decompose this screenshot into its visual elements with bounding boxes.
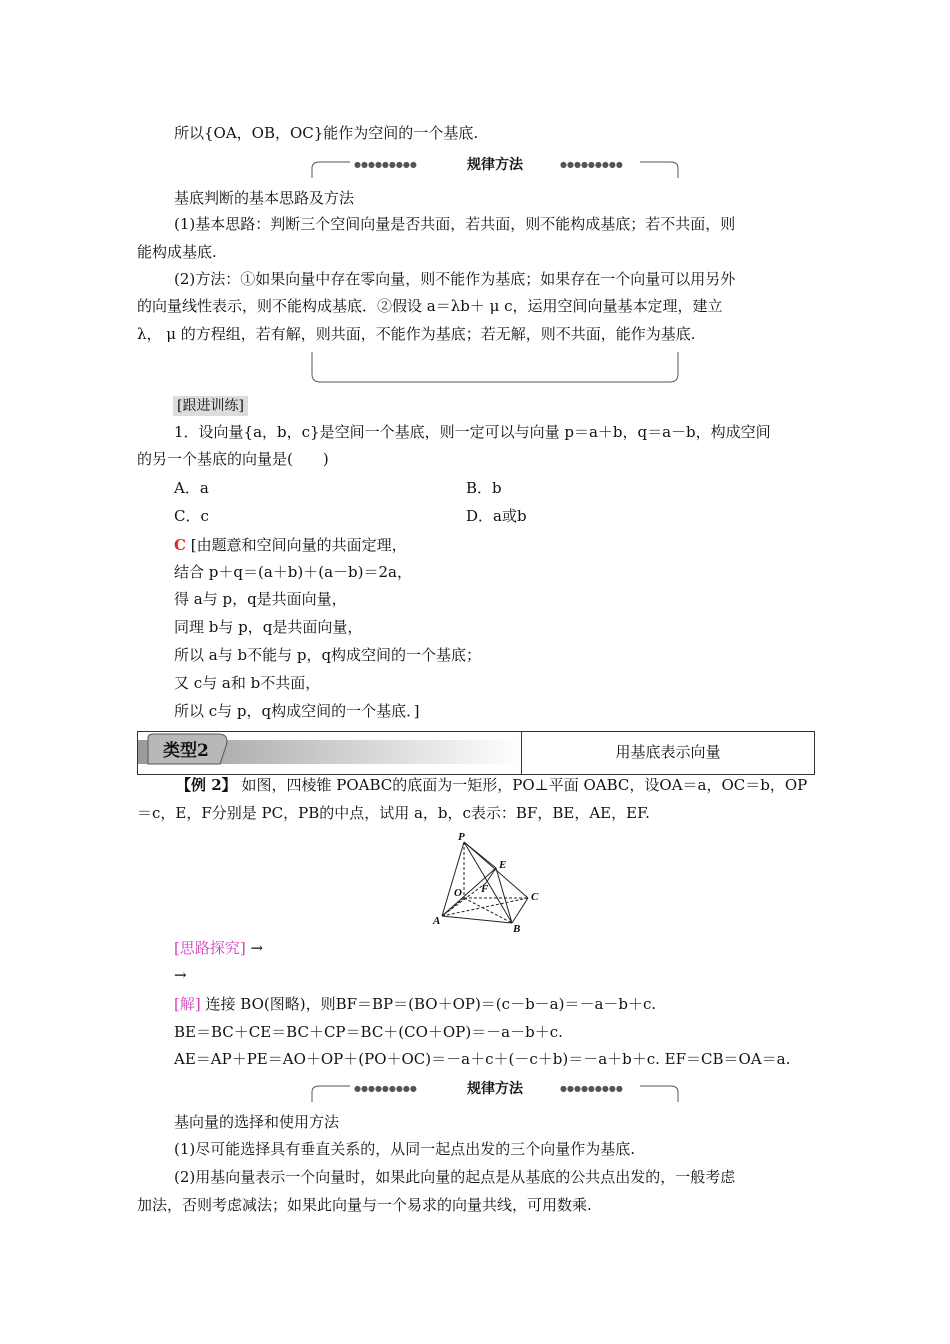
banner-label: 规律方法 [467, 157, 523, 173]
arrow: → [174, 966, 187, 984]
label-e: E [499, 859, 507, 871]
pyramid-figure [420, 828, 550, 933]
answer-letter: C [174, 536, 186, 554]
option-d: D．a或b [466, 507, 527, 525]
question-text: 1．设向量{a，b，c}是空间一个基底，则一定可以与向量 p＝a＋b，q＝a－b，构成空间 [174, 423, 771, 441]
section-header [137, 731, 815, 775]
example-line [176, 773, 856, 797]
text-line: λ， μ 的方程组，若有解，则共面，不能作为基底；若无解，则不共面，能作为基底. [137, 325, 696, 343]
text-line: 的向量线性表示，则不能构成基底．②假设 a＝λb＋ μ c，运用空间向量基本定理，建立 [137, 297, 723, 315]
solution-text: BE＝BC＋CE＝BC＋CP＝BC＋(CO＋OP)＝－a－b＋c. [174, 1023, 563, 1041]
example-text: ＝c，E，F分别是 PC，PB的中点，试用 a，b，c表示：BF，BE，AE，EF. [137, 804, 650, 822]
bracket-icon [310, 352, 680, 386]
text-line: 加法，否则考虑减法；如果此向量与一个易求的向量共线，可用数乘. [137, 1196, 592, 1214]
solution-text: 连接 BO(图略)，则BF＝BP＝(BO＋OP)＝(c－b－a)＝－a－b＋c. [205, 995, 657, 1013]
question-text: 的另一个基底的向量是( ) [137, 450, 329, 468]
text-line: 能构成基底. [137, 243, 217, 261]
text-line: (2)方法：①如果向量中存在零向量，则不能作为基底；如果存在一个向量可以用另外 [174, 270, 736, 288]
method-title: 基底判断的基本思路及方法 [174, 189, 355, 207]
option-c: C．c [174, 507, 209, 525]
solution-text: 所以 c与 p，q构成空间的一个基底．] [174, 702, 420, 720]
answer-line [174, 533, 854, 557]
label-p: P [458, 831, 465, 843]
solution-text: [由题意和空间向量的共面定理， [190, 536, 407, 554]
method-title: 基向量的选择和使用方法 [174, 1113, 340, 1131]
option-b: B．b [466, 479, 502, 497]
solution-line [174, 992, 854, 1016]
solution-tag: [解] [174, 995, 201, 1013]
text-line: 所以{OA，OB，OC}能作为空间的一个基底. [174, 124, 479, 142]
label-a: A [433, 915, 441, 927]
text-line: (1)尽可能选择具有垂直关系的，从同一起点出发的三个向量作为基底. [174, 1140, 636, 1158]
svg-text:●●●●●●●●●: ●●●●●●●●● [354, 1084, 417, 1093]
solution-text: 所以 a与 b不能与 p，q构成空间的一个基底； [174, 646, 482, 664]
section-label: 类型2 [163, 741, 209, 761]
example-text: 如图，四棱锥 POABC的底面为一矩形，PO⊥平面 OABC，设OA＝a，OC＝b，OP [241, 776, 808, 794]
svg-text:●●●●●●●●●: ●●●●●●●●● [560, 160, 623, 169]
solution-text: AE＝AP＋PE＝AO＋OP＋(PO＋OC)＝－a＋c＋(－c＋b)＝－a＋b＋c. EF＝CB＝OA＝a. [174, 1050, 791, 1068]
option-a: A．a [174, 479, 209, 497]
example-tag: 【例 2】 [176, 776, 237, 794]
solution-text: 得 a与 p，q是共面向量， [174, 590, 347, 608]
training-tag: [跟进训练] [173, 396, 248, 416]
svg-text:●●●●●●●●●: ●●●●●●●●● [560, 1084, 623, 1093]
thinking-line [174, 936, 854, 960]
method-banner [310, 156, 680, 180]
solution-text: 又 c与 a和 b不共面， [174, 674, 321, 692]
section-title: 用基底表示向量 [615, 743, 721, 761]
solution-text: 同理 b与 p，q是共面向量， [174, 618, 363, 636]
solution-text: 结合 p＋q＝(a＋b)＋(a－b)＝2a， [174, 563, 412, 581]
method-banner [310, 1080, 680, 1104]
label-b: B [513, 923, 521, 933]
label-f: F [481, 883, 489, 895]
arrow: → [250, 939, 264, 957]
svg-text:●●●●●●●●●: ●●●●●●●●● [354, 160, 417, 169]
banner-label: 规律方法 [467, 1081, 523, 1097]
text-line: (2)用基向量表示一个向量时，如果此向量的起点是从基底的公共点出发的，一般考虑 [174, 1168, 736, 1186]
text-line: (1)基本思路：判断三个空间向量是否共面，若共面，则不能构成基底；若不共面，则 [174, 215, 736, 233]
label-c: C [531, 891, 539, 903]
thinking-tag: [思路探究] [174, 939, 246, 957]
label-o: O [454, 887, 462, 899]
